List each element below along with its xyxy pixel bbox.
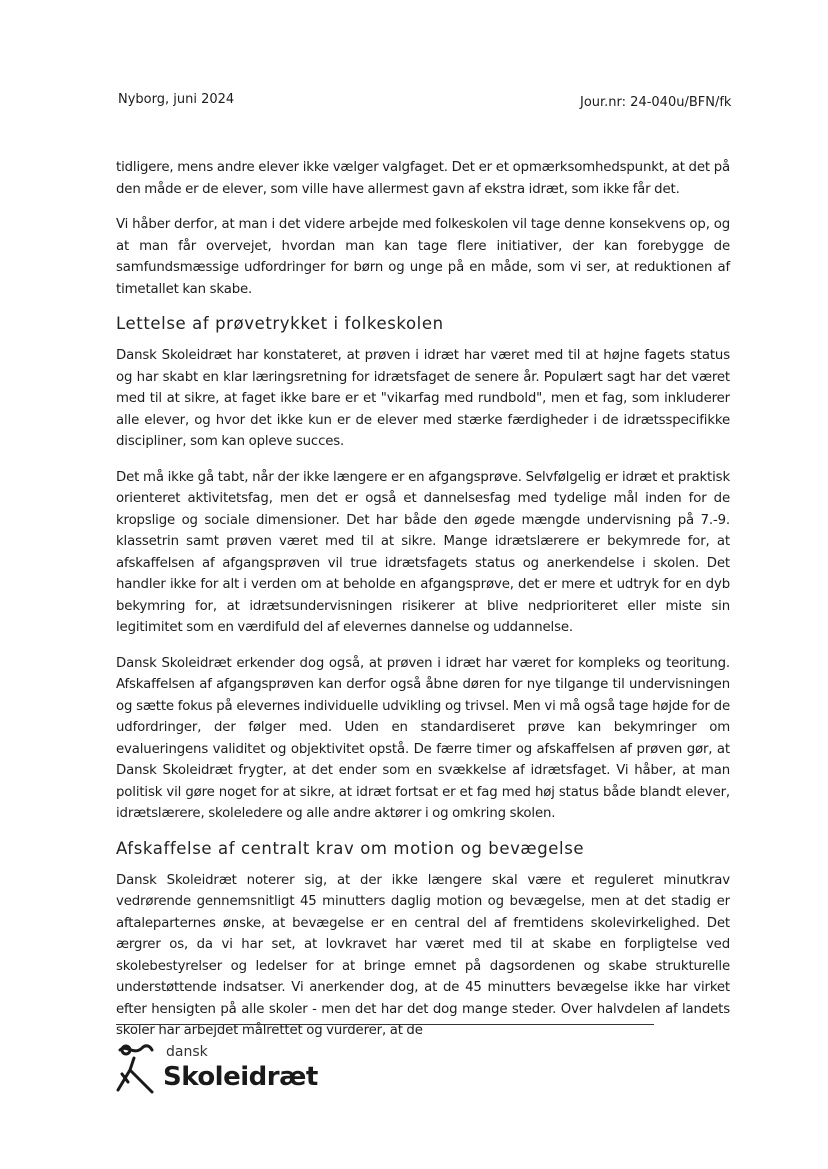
journal-number: Jour.nr: 24-040u/BFN/fk: [580, 95, 732, 110]
exam-paragraph-3: Dansk Skoleidræt erkender dog også, at prøven i idræt har været for kompleks og teoritung. Afskaffelsen af afgangsprøven kan derfor også åbne døren for nye tilgange til undervisningen og sætte fokus på elevernes individuelle udvikling og trivsel. Men vi må også tage højde for de udfordringer, der følger med. Uden en standardiseret prøve kan bekymringer om evalueringens validitet og objektivitet opstå. De færre timer og afskaffelsen af prøven gør, at Dansk Skoleidræt frygter, at det ender som en svækkelse af idrætsfaget. Vi håber, at man politisk vil gøre noget for at sikre, at idræt fortsat er et fag med høj status både blandt elever, idrætslærere, skoleledere og alle andre aktører i og omkring skolen.: [116, 655, 730, 821]
exam-paragraph-1: Dansk Skoleidræt har konstateret, at prøven i idræt har været med til at højne fagets status og har skabt en klar læringsretning for idrætsfaget de senere år. Populært sagt har det været med til at sikre, at faget ikke bare er et "vikarfag med rundbold", men et fag, som inkluderer alle elever, og hvor det ikke kun er de elever med stærke færdigheder i de idrætsspecifikke discipliner, som kan opleve succes.: [116, 348, 730, 449]
footer-divider: [116, 1024, 654, 1025]
document-body: [116, 157, 730, 1056]
figure-logo-icon: [108, 1040, 158, 1098]
movement-paragraph-1: Dansk Skoleidræt noterer sig, at der ikke længere skal være et reguleret minutkrav vedrørende gennemsnitligt 45 minutters daglig motion og bevægelse, men at det stadig er aftaleparternes ønske, at bevægelse er en central del af fremtidens skolevirkelighed. Det ærgrer os, da vi har set, at lovkravet har været med til at skabe en forpligtelse ved skolebestyrelser og ledelser for at bringe emnet på dagsordenen og skabe strukturelle understøttende indsatser. Vi anerkender dog, at de 45 minutters bevægelse ikke har virket efter hensigten på alle skoler - men det har det dog mange steder. Over halvdelen af landets skoler har arbejdet målrettet og vurderer, at de: [116, 872, 730, 1038]
logo-text-dansk: dansk: [166, 1044, 208, 1060]
section-heading-movement: Afskaffelse af centralt krav om motion og bevægelse: [116, 838, 585, 858]
exam-paragraph-2: Det må ikke gå tabt, når der ikke længere er en afgangsprøve. Selvfølgelig er idræt et praktisk orienteret aktivitetsfag, men det er også et dannelsesfag med tydelige mål inden for de kropslige og sociale dimensioner. Det har både den øgede mængde undervisning på 7.-9. klassetrin samt prøven været med til at sikre. Mange idrætslærere er bekymrede for, at afskaffelsen af afgangsprøven vil true idrætsfagets status og anerkendelse i skolen. Det handler ikke for alt i verden om at beholde en afgangsprøve, det er mere et udtryk for en dyb bekymring for, at idrætsundervisningen risikerer at blive nedprioriteret eller miste sin legitimitet som en værdifuld del af elevernes dannelse og uddannelse.: [116, 469, 730, 635]
section-heading-exam: Lettelse af prøvetrykket i folkeskolen: [116, 314, 444, 333]
intro-paragraph-2: Vi håber derfor, at man i det videre arbejde med folkeskolen vil tage denne konsekvens op, og at man får overvejet, hvordan man kan tage flere initiativer, der kan forebygge de samfundsmæssige udfordringer for børn og unge på en måde, som vi ser, at reduktionen af timetallet kan skabe.: [116, 217, 730, 297]
intro-paragraph-1: tidligere, mens andre elever ikke vælger valgfaget. Det er et opmærksomhedspunkt, at det på den måde er de elever, som ville have allermest gavn af ekstra idræt, som ikke får det.: [116, 160, 730, 197]
place-date: Nyborg, juni 2024: [118, 92, 235, 107]
dansk-skoleidraet-logo: [108, 1040, 328, 1100]
logo-text-skoleidraet: Skoleidræt: [163, 1062, 318, 1092]
